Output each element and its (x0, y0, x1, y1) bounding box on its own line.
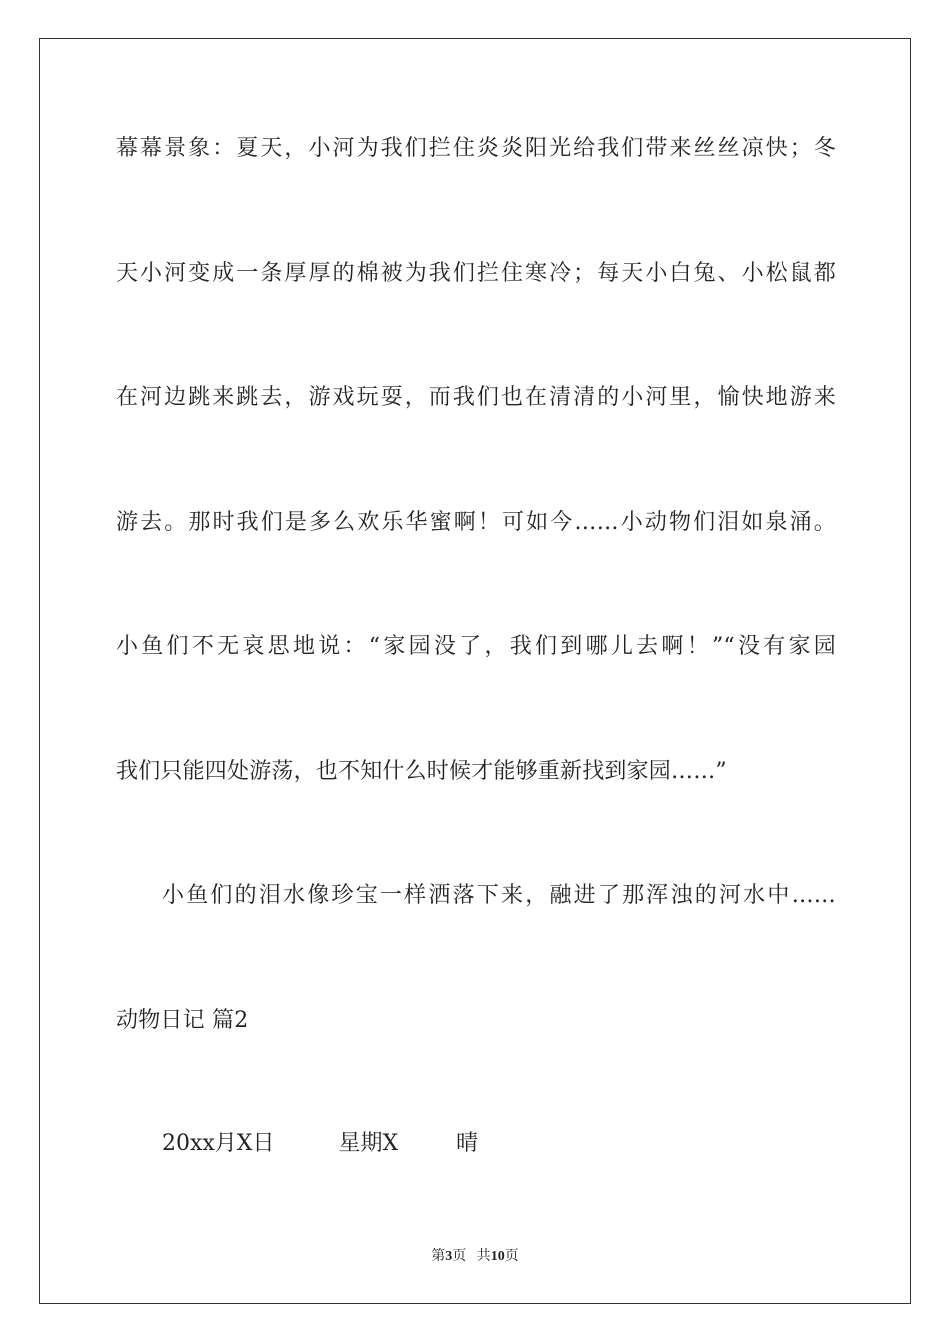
footer-total-pages: 10 (490, 1249, 505, 1264)
footer-prefix: 第 (431, 1249, 446, 1264)
page-footer (0, 1248, 950, 1266)
diary-weather: 晴 (456, 1131, 479, 1156)
footer-page-suffix: 页 (452, 1249, 467, 1264)
body-line-6: 我们只能四处游荡，也不知什么时候才能够重新找到家园……” (116, 759, 727, 784)
body-line-2: 天小河变成一条厚厚的棉被为我们拦住寒冷；每天小白兔、小松鼠都 (116, 261, 836, 286)
body-line-4: 游去。那时我们是多么欢乐华蜜啊！可如今……小动物们泪如泉涌。 (116, 510, 836, 535)
footer-current-page: 3 (445, 1249, 453, 1264)
section-heading: 动物日记 篇2 (116, 1008, 249, 1033)
page-border (39, 38, 911, 1304)
footer-total-prefix: 共 (476, 1249, 491, 1264)
body-line-5: 小鱼们不无哀思地说：“家园没了，我们到哪儿去啊！”“没有家园 (116, 634, 836, 659)
diary-date-line (162, 1129, 478, 1159)
diary-weekday: 星期X (338, 1131, 399, 1156)
body-line-3: 在河边跳来跳去，游戏玩耍，而我们也在清清的小河里，愉快地游来 (116, 385, 836, 410)
diary-date: 20xx月X日 (162, 1131, 275, 1156)
body-line-1: 幕幕景象：夏天，小河为我们拦住炎炎阳光给我们带来丝丝凉快；冬 (116, 136, 836, 161)
body-line-7: 小鱼们的泪水像珍宝一样洒落下来，融进了那浑浊的河水中…… (162, 883, 836, 908)
footer-total-suffix: 页 (504, 1249, 519, 1264)
